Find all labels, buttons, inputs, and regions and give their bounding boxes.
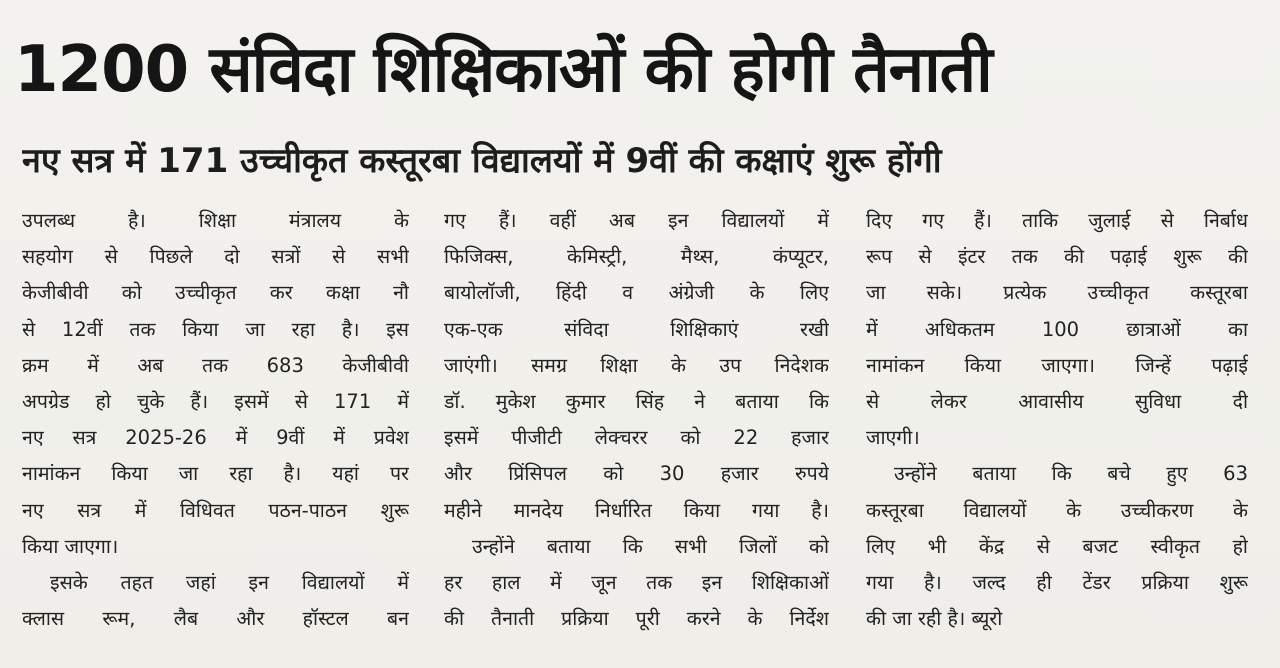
article-line: फिजिक्स, केमिस्ट्री, मैथ्स, कंप्यूटर,	[444, 245, 829, 269]
article-line: इसके तहत जहां इन विद्यालयों में	[50, 570, 409, 594]
article-line: से लेकर आवासीय सुविधा दी	[866, 389, 1248, 413]
article-line: जा सके। प्रत्येक उच्चीकृत कस्तूरबा	[866, 281, 1248, 305]
article-line: रूप से इंटर तक की पढ़ाई शुरू की	[866, 245, 1248, 269]
article-line: नामांकन किया जाएगा। जिन्हें पढ़ाई	[866, 353, 1248, 377]
article-line: और प्रिंसिपल को 30 हजार रुपये	[444, 462, 829, 486]
article-line: नए सत्र में विधिवत पठन-पाठन शुरू	[22, 498, 409, 522]
article-line: कस्तूरबा विद्यालयों के उच्चीकरण के	[866, 498, 1248, 522]
article-line: की तैनाती प्रक्रिया पूरी करने के निर्देश	[444, 607, 829, 631]
article-line: की जा रही है। ब्यूरो	[866, 607, 1003, 631]
article-line: हर हाल में जून तक इन शिक्षिकाओं	[444, 570, 829, 594]
article-line: बायोलॉजी, हिंदी व अंग्रेजी के लिए	[444, 281, 829, 305]
article-line: से 12वीं तक किया जा रहा है। इस	[22, 317, 409, 341]
article-line: अपग्रेड हो चुके हैं। इसमें से 171 में	[22, 389, 409, 413]
article-line: केजीबीवी को उच्चीकृत कर कक्षा नौ	[22, 281, 409, 305]
article-line: क्रम में अब तक 683 केजीबीवी	[22, 353, 409, 377]
article-line: उन्होंने बताया कि बचे हुए 63	[894, 462, 1248, 486]
headline: 1200 संविदा शिक्षिकाओं की होगी तैनाती	[14, 33, 992, 107]
article-line: दिए गए हैं। ताकि जुलाई से निर्बाध	[866, 209, 1248, 232]
article-line: किया जाएगा।	[22, 534, 119, 558]
article-line: गए हैं। वहीं अब इन विद्यालयों में	[444, 209, 829, 232]
article-line: नए सत्र 2025-26 में 9वीं में प्रवेश	[22, 426, 409, 450]
article-column-2	[444, 203, 829, 637]
article-line: एक-एक संविदा शिक्षिकाएं रखी	[444, 317, 829, 341]
article-line: उपलब्ध है। शिक्षा मंत्रालय के	[22, 209, 409, 232]
article-line: लिए भी केंद्र से बजट स्वीकृत हो	[866, 534, 1248, 558]
article-line: जाएंगी। समग्र शिक्षा के उप निदेशक	[444, 353, 829, 377]
article-line: इसमें पीजीटी लेक्चरर को 22 हजार	[444, 426, 829, 450]
subheadline: नए सत्र में 171 उच्चीकृत कस्तूरबा विद्यालयों में 9वीं की कक्षाएं शुरू होंगी	[22, 141, 942, 181]
article-line: सहयोग से पिछले दो सत्रों से सभी	[22, 245, 409, 269]
article-line: क्लास रूम, लैब और हॉस्टल बन	[22, 607, 409, 631]
article-line: गया है। जल्द ही टेंडर प्रक्रिया शुरू	[866, 570, 1248, 594]
article-line: जाएगी।	[866, 426, 920, 450]
article-line: में अधिकतम 100 छात्राओं का	[866, 317, 1248, 341]
article-line: नामांकन किया जा रहा है। यहां पर	[22, 462, 409, 486]
article-column-3	[866, 203, 1248, 637]
article-line: डॉ. मुकेश कुमार सिंह ने बताया कि	[444, 389, 829, 413]
article-column-1	[22, 203, 409, 637]
article-line: महीने मानदेय निर्धारित किया गया है।	[444, 498, 829, 522]
article-line: उन्होंने बताया कि सभी जिलों को	[472, 534, 829, 558]
